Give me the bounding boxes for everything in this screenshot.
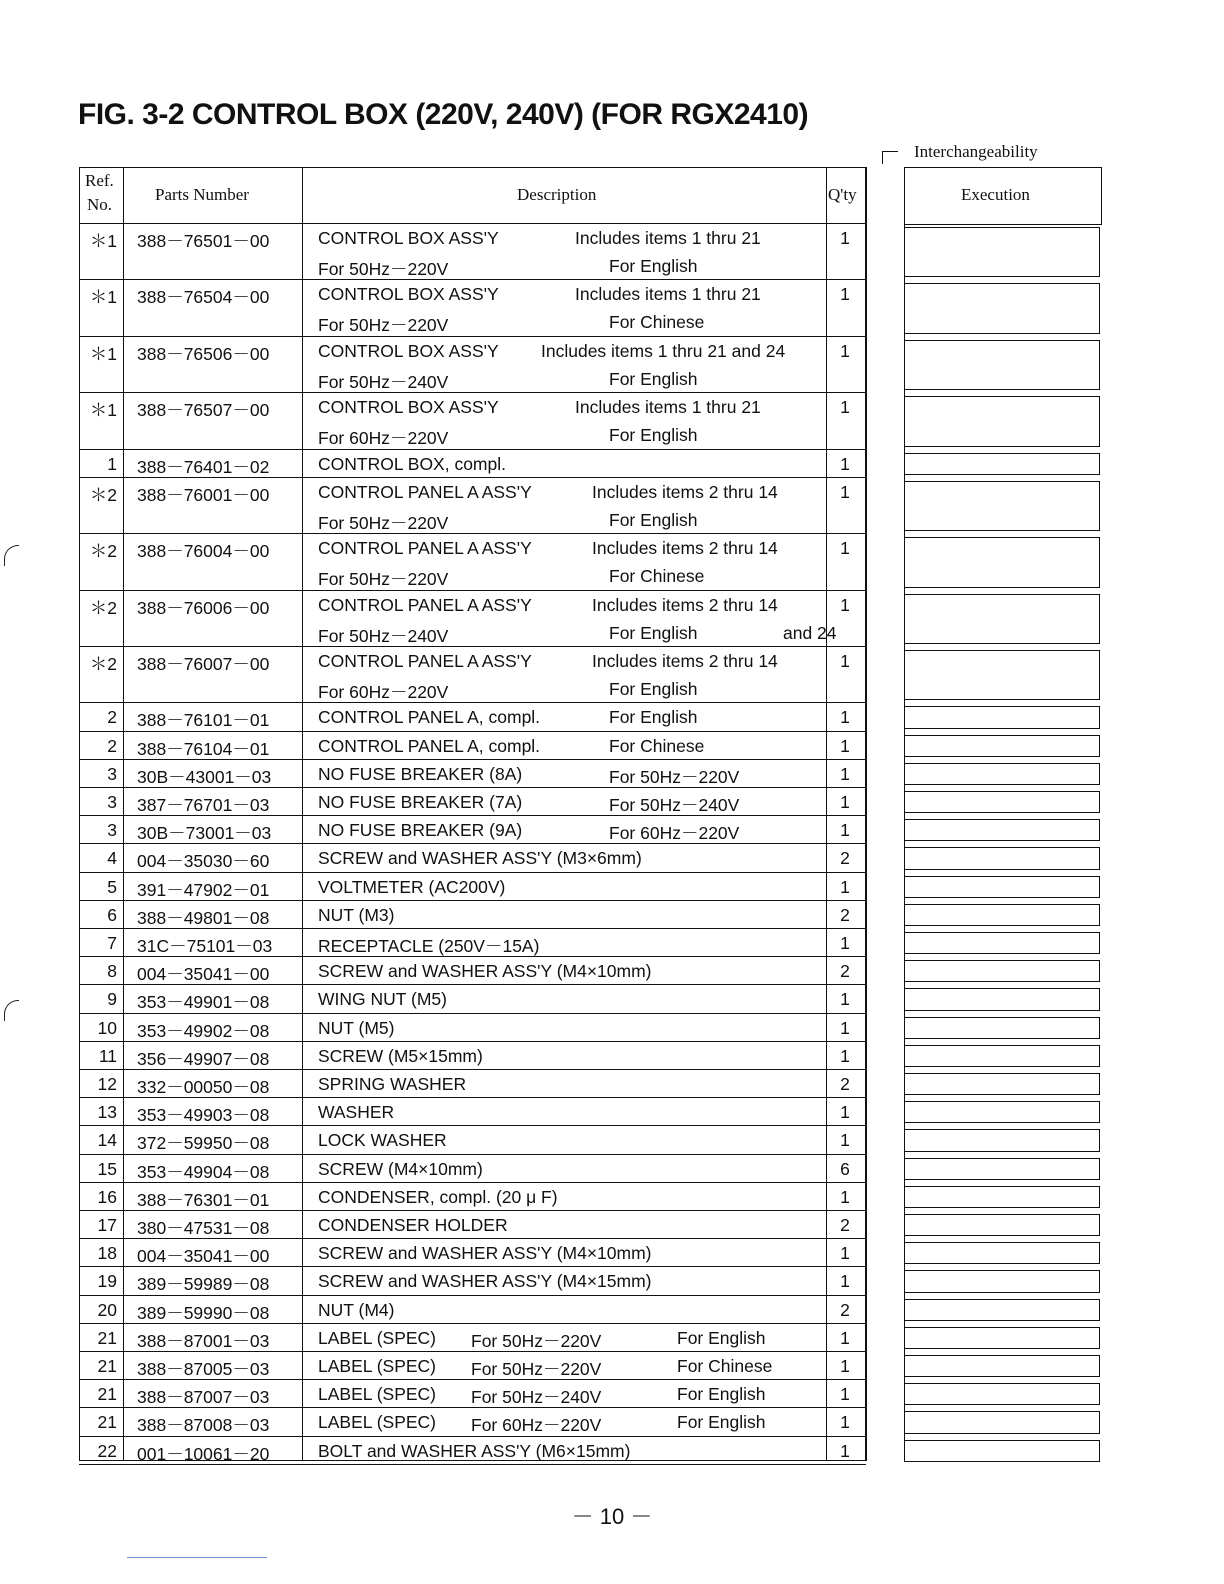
quantity: 1 (840, 453, 850, 474)
quantity: 2 (840, 904, 850, 925)
quantity: 1 (840, 820, 850, 841)
description-language: For English (609, 679, 698, 699)
part-number: 388－87008－03 (137, 1415, 270, 1436)
execution-cell (904, 876, 1100, 898)
execution-cell (904, 1017, 1100, 1039)
ref-number: ＊2 (89, 541, 117, 562)
part-number: 353－49901－08 (137, 992, 270, 1013)
description: CONTROL BOX ASS'Y (318, 340, 499, 361)
quantity: 2 (840, 1299, 850, 1320)
execution-cell (904, 735, 1100, 757)
execution-cell (904, 340, 1100, 390)
ref-number: 9 (107, 989, 117, 1010)
part-number: 372－59950－08 (137, 1133, 270, 1154)
execution-cell (904, 594, 1100, 644)
quantity: 1 (840, 707, 850, 728)
execution-cell (904, 1214, 1100, 1236)
description-note: For English (677, 1384, 766, 1405)
quantity: 1 (840, 1102, 850, 1123)
description: LABEL (SPEC) (318, 1356, 437, 1376)
quantity: 1 (840, 1440, 850, 1461)
description-note: Includes items 2 thru 14 (592, 538, 778, 559)
description-language: For English (609, 368, 698, 389)
execution-cell (904, 960, 1100, 982)
quantity: 1 (840, 735, 850, 756)
quantity: 1 (840, 651, 850, 671)
ref-number: 17 (97, 1215, 117, 1235)
execution-cell (904, 763, 1100, 785)
part-number: 388－76104－01 (137, 738, 270, 759)
table-row (79, 985, 865, 1013)
table-row (79, 1014, 865, 1042)
description-extra: and 24 (783, 622, 837, 643)
bracket-line (882, 151, 898, 152)
description-frequency: For 50Hz－240V (318, 371, 449, 392)
part-number: 388－76101－01 (137, 710, 270, 731)
execution-cell (904, 1073, 1100, 1095)
description: NUT (M4) (318, 1299, 395, 1320)
header-ref: Ref. (85, 171, 114, 190)
table-row (79, 280, 865, 336)
description: CONTROL PANEL A ASS'Y (318, 594, 532, 615)
page-number: － 10 － (571, 1504, 653, 1529)
table-row (79, 1380, 865, 1408)
execution-cell (904, 1158, 1100, 1180)
ref-number: 5 (107, 876, 117, 897)
execution-cell (904, 847, 1100, 869)
ref-number: 16 (97, 1186, 117, 1207)
header-qty: Q'ty (828, 185, 857, 204)
description: SPRING WASHER (318, 1074, 467, 1094)
description: SCREW (M4×10mm) (318, 1158, 483, 1179)
description: BOLT and WASHER ASS'Y (M6×15mm) (318, 1440, 631, 1461)
ref-number: 21 (97, 1356, 117, 1376)
part-number: 391－47902－01 (137, 879, 270, 900)
ref-number: 2 (107, 707, 117, 728)
description-note: For English (677, 1412, 766, 1433)
row-rule (79, 1464, 866, 1465)
part-number: 388－76504－00 (137, 287, 270, 308)
quantity: 1 (840, 284, 850, 305)
bottom-rule (127, 1557, 267, 1558)
description-frequency: For 50Hz－240V (471, 1387, 602, 1408)
part-number: 388－76006－00 (137, 597, 270, 618)
part-number: 004－35030－60 (137, 851, 270, 872)
header-no: No. (87, 195, 113, 214)
binding-mark (4, 545, 19, 566)
ref-number: 2 (107, 735, 117, 756)
quantity: 1 (840, 397, 850, 418)
execution-cell (904, 283, 1100, 333)
table-row (79, 844, 865, 872)
ref-number: 20 (97, 1299, 117, 1320)
quantity: 1 (840, 1017, 850, 1038)
quantity: 1 (840, 1356, 850, 1376)
ref-number: ＊2 (89, 484, 117, 505)
table-row (79, 1211, 865, 1239)
quantity: 1 (840, 228, 850, 248)
quantity: 1 (840, 1271, 850, 1292)
table-row (79, 224, 865, 280)
table-row (79, 788, 865, 816)
part-number: 388－76007－00 (137, 654, 270, 674)
part-number: 353－49902－08 (137, 1020, 270, 1041)
table-row (79, 478, 865, 534)
quantity: 1 (840, 481, 850, 502)
execution-cell (904, 1101, 1100, 1123)
description-frequency: For 60Hz－220V (471, 1415, 602, 1436)
description: CONTROL PANEL A ASS'Y (318, 538, 532, 559)
description-frequency: For 50Hz－220V (471, 1330, 602, 1351)
part-number: 001－10061－20 (137, 1443, 270, 1464)
part-number: 332－00050－08 (137, 1077, 270, 1097)
description-language: For Chinese (609, 312, 705, 333)
table-row (79, 873, 865, 901)
execution-cell (904, 650, 1100, 700)
interchangeability-text: Interchangeability (914, 142, 1038, 161)
quantity: 1 (840, 1384, 850, 1405)
description-note: For 60Hz－220V (609, 823, 740, 844)
description-frequency: For 50Hz－220V (318, 259, 449, 279)
part-number: 30B－73001－03 (137, 823, 272, 844)
table-row (79, 1070, 865, 1098)
part-number: 31C－75101－03 (137, 936, 273, 956)
ref-number: 11 (98, 1045, 117, 1066)
description: CONTROL PANEL A ASS'Y (318, 651, 532, 671)
ref-number: 21 (97, 1327, 117, 1348)
description: CONTROL BOX ASS'Y (318, 284, 499, 305)
header-parts-number: Parts Number (155, 185, 249, 204)
table-row (79, 591, 865, 647)
description-note: For English (609, 707, 698, 728)
ref-number: 3 (107, 763, 117, 784)
description-note: For 50Hz－220V (609, 766, 740, 787)
part-number: 004－35041－00 (137, 1246, 270, 1267)
description-note: For Chinese (609, 735, 705, 756)
table-row (79, 929, 865, 957)
quantity: 2 (840, 1074, 850, 1094)
ref-number: 15 (97, 1158, 117, 1179)
description-language: For Chinese (609, 566, 705, 587)
description: LOCK WASHER (318, 1130, 447, 1151)
part-number: 388－76004－00 (137, 541, 270, 562)
ref-number: 7 (107, 933, 117, 953)
table-row (79, 957, 865, 985)
table-row (79, 393, 865, 449)
ref-number: 22 (97, 1440, 117, 1461)
ref-number: 18 (97, 1243, 117, 1264)
description-frequency: For 60Hz－220V (318, 428, 449, 449)
ref-number: ＊1 (89, 287, 117, 308)
description: CONTROL BOX, compl. (318, 453, 506, 474)
description-note: Includes items 2 thru 14 (592, 481, 778, 502)
description-frequency: For 50Hz－220V (318, 512, 449, 533)
ref-number: 6 (107, 904, 117, 925)
description-note: For Chinese (677, 1356, 773, 1376)
quantity: 1 (840, 876, 850, 897)
part-number: 353－49904－08 (137, 1161, 270, 1182)
description: VOLTMETER (AC200V) (318, 876, 506, 897)
table-row (79, 1098, 865, 1126)
part-number: 380－47531－08 (137, 1218, 270, 1238)
part-number: 356－49907－08 (137, 1048, 270, 1069)
description: NO FUSE BREAKER (7A) (318, 792, 523, 812)
description-language: For English (609, 622, 698, 643)
execution-cell (904, 819, 1100, 841)
execution-cell (904, 1355, 1100, 1377)
table-row (79, 703, 865, 731)
execution-cell (904, 988, 1100, 1010)
execution-cell (904, 1242, 1100, 1264)
quantity: 1 (840, 340, 850, 361)
description-language: For English (609, 509, 698, 530)
description: WING NUT (M5) (318, 989, 447, 1010)
description: NUT (M3) (318, 904, 395, 925)
part-number: 30B－43001－03 (137, 766, 272, 787)
ref-number: 3 (107, 820, 117, 841)
description: SCREW and WASHER ASS'Y (M3×6mm) (318, 848, 642, 869)
part-number: 388－87001－03 (137, 1330, 270, 1351)
table-row (79, 1408, 865, 1436)
ref-number: ＊2 (89, 597, 117, 618)
quantity: 1 (840, 1412, 850, 1433)
table-row (79, 1183, 865, 1211)
part-number: 353－49903－08 (137, 1105, 270, 1126)
quantity: 1 (840, 792, 850, 812)
quantity: 1 (840, 594, 850, 615)
quantity: 2 (840, 848, 850, 869)
table-row (79, 1324, 865, 1352)
quantity: 1 (840, 1186, 850, 1207)
description: CONTROL BOX ASS'Y (318, 397, 499, 418)
table-row (79, 450, 865, 478)
description-note: Includes items 1 thru 21 and 24 (541, 340, 786, 361)
quantity: 2 (840, 1215, 850, 1235)
ref-number: ＊1 (89, 343, 117, 364)
description-frequency: For 50Hz－220V (471, 1359, 602, 1379)
execution-cell (904, 1186, 1100, 1208)
header-execution: Execution (961, 185, 1030, 204)
execution-cell (904, 1440, 1100, 1462)
table-row (79, 534, 865, 590)
description: CONDENSER, compl. (20 μ F) (318, 1186, 558, 1207)
quantity: 1 (840, 1327, 850, 1348)
table-row (79, 1042, 865, 1070)
table-row (79, 1155, 865, 1183)
ref-number: 10 (97, 1017, 117, 1038)
table-row (79, 1126, 865, 1154)
quantity: 2 (840, 961, 850, 982)
description: CONTROL PANEL A ASS'Y (318, 481, 532, 502)
execution-cell (904, 396, 1100, 446)
execution-cell (904, 453, 1100, 475)
description: CONTROL BOX ASS'Y (318, 228, 499, 248)
description-frequency: For 50Hz－220V (318, 569, 449, 590)
parts-table (79, 167, 1102, 1464)
table-row (79, 760, 865, 788)
part-number: 388－87005－03 (137, 1359, 270, 1379)
table-row (79, 1352, 865, 1380)
table-row (79, 901, 865, 929)
description-note: For 50Hz－240V (609, 795, 740, 815)
description-language: For English (609, 256, 698, 276)
ref-number: 1 (107, 453, 117, 474)
ref-number: 4 (107, 848, 117, 869)
part-number: 389－59989－08 (137, 1274, 270, 1295)
description-frequency: For 60Hz－220V (318, 682, 449, 702)
ref-number: ＊1 (89, 400, 117, 421)
part-number: 388－76501－00 (137, 231, 270, 251)
ref-number: 8 (107, 961, 117, 982)
quantity: 1 (840, 1130, 850, 1151)
description: CONTROL PANEL A, compl. (318, 735, 541, 756)
description: LABEL (SPEC) (318, 1412, 437, 1433)
part-number: 388－76507－00 (137, 400, 270, 421)
description: SCREW (M5×15mm) (318, 1045, 483, 1066)
ref-number: 21 (97, 1384, 117, 1405)
execution-cell (904, 481, 1100, 531)
description: NO FUSE BREAKER (9A) (318, 820, 523, 841)
ref-number: 19 (97, 1271, 117, 1292)
table-row (79, 647, 865, 703)
description: LABEL (SPEC) (318, 1384, 437, 1405)
part-number: 388－76001－00 (137, 484, 270, 505)
description: LABEL (SPEC) (318, 1327, 437, 1348)
bracket-icon (882, 151, 883, 164)
description-note: Includes items 2 thru 14 (592, 651, 778, 671)
ref-number: ＊1 (89, 231, 117, 251)
description: WASHER (318, 1102, 395, 1123)
part-number: 388－76401－02 (137, 456, 270, 477)
ref-number: 21 (97, 1412, 117, 1433)
execution-cell (904, 1045, 1100, 1067)
execution-cell (904, 904, 1100, 926)
table-row (79, 732, 865, 760)
description: SCREW and WASHER ASS'Y (M4×15mm) (318, 1271, 652, 1292)
part-number: 004－35041－00 (137, 964, 270, 985)
part-number: 388－76301－01 (137, 1189, 270, 1210)
part-number: 388－76506－00 (137, 343, 270, 364)
quantity: 1 (840, 989, 850, 1010)
table-row (79, 1296, 865, 1324)
ref-number: 14 (97, 1130, 117, 1151)
description: SCREW and WASHER ASS'Y (M4×10mm) (318, 1243, 652, 1264)
ref-number: ＊2 (89, 654, 117, 674)
table-row (79, 1239, 865, 1267)
quantity: 1 (840, 1243, 850, 1264)
part-number: 388－87007－03 (137, 1387, 270, 1408)
execution-cell (904, 791, 1100, 813)
execution-cell (904, 227, 1100, 277)
part-number: 389－59990－08 (137, 1302, 270, 1323)
description: NO FUSE BREAKER (8A) (318, 763, 523, 784)
binding-mark (4, 1000, 19, 1021)
quantity: 1 (840, 933, 850, 953)
execution-cell (904, 1129, 1100, 1151)
execution-cell (904, 932, 1100, 954)
description-language: For English (609, 425, 698, 446)
table-row (79, 1437, 865, 1465)
description: SCREW and WASHER ASS'Y (M4×10mm) (318, 961, 652, 982)
page-title: FIG. 3-2 CONTROL BOX (220V, 240V) (FOR RGX2410) (78, 98, 809, 131)
quantity: 1 (840, 763, 850, 784)
description: CONDENSER HOLDER (318, 1215, 508, 1235)
execution-cell (904, 706, 1100, 728)
execution-cell (904, 1299, 1100, 1321)
part-number: 387－76701－03 (137, 795, 270, 815)
description-note: For English (677, 1327, 766, 1348)
description-frequency: For 50Hz－240V (318, 625, 449, 646)
header-description: Description (517, 185, 597, 204)
part-number: 388－49801－08 (137, 907, 270, 928)
table-row (79, 816, 865, 844)
quantity: 6 (840, 1158, 850, 1179)
description: NUT (M5) (318, 1017, 395, 1038)
description-frequency: For 50Hz－220V (318, 315, 449, 336)
table-row (79, 1267, 865, 1295)
ref-number: 3 (107, 792, 117, 812)
ref-number: 12 (97, 1074, 117, 1094)
execution-cell (904, 1411, 1100, 1433)
ref-number: 13 (97, 1102, 117, 1123)
quantity: 1 (840, 538, 850, 559)
description-note: Includes items 2 thru 14 (592, 594, 778, 615)
description: RECEPTACLE (250V－15A) (318, 936, 540, 956)
quantity: 1 (840, 1045, 850, 1066)
description-note: Includes items 1 thru 21 (575, 228, 761, 248)
execution-cell (904, 1270, 1100, 1292)
description-note: Includes items 1 thru 21 (575, 284, 761, 305)
description: CONTROL PANEL A, compl. (318, 707, 541, 728)
description-note: Includes items 1 thru 21 (575, 397, 761, 418)
table-row (79, 337, 865, 393)
execution-cell (904, 1383, 1100, 1405)
execution-cell (904, 537, 1100, 587)
execution-cell (904, 1327, 1100, 1349)
